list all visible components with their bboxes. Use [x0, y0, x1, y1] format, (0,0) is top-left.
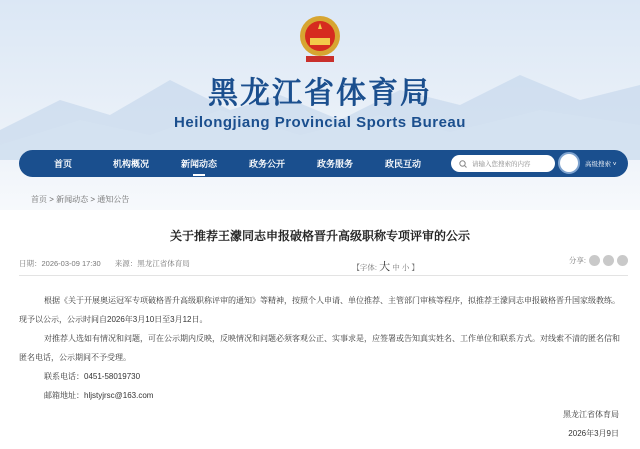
- site-subtitle: Heilongjiang Provincial Sports Bureau: [174, 114, 466, 131]
- article-source: 来源：黑龙江省体育局: [114, 259, 190, 268]
- font-label-end: 】: [411, 263, 419, 272]
- font-small-button[interactable]: 小: [401, 263, 410, 272]
- emblem-badge-icon: [558, 152, 580, 174]
- breadcrumb-sep: >: [88, 195, 98, 204]
- breadcrumb-home[interactable]: 首页: [31, 195, 47, 204]
- article-title: 关于推荐王濛同志申报破格晋升高级职称专项评审的公示: [169, 229, 470, 243]
- search-placeholder: 请输入您搜索的内容: [472, 161, 531, 168]
- font-size-control: [352, 258, 418, 274]
- site-title: 黑龙江省体育局: [208, 77, 432, 110]
- article-body: [19, 291, 627, 443]
- font-medium-button[interactable]: 中: [392, 263, 400, 272]
- contact-phone: 联系电话：0451-58019730: [44, 372, 141, 381]
- nav-news[interactable]: 新闻动态: [165, 157, 233, 170]
- contact-email: 邮箱地址：hljstyjrsc@163.com: [44, 391, 154, 400]
- font-large-button[interactable]: 大: [379, 261, 391, 273]
- breadcrumb-news[interactable]: 新闻动态: [56, 195, 89, 204]
- paragraph: 根据《关于开展奥运冠军专项破格晋升高级职称评审的通知》等精神，按照个人申请、单位推荐、主管部门审核等程序，拟推荐王濛同志申报破格晋升国家级教练。现予以公示，公示时间自2026年3月10日至3月12日。: [19, 296, 620, 324]
- nav-interaction[interactable]: 政民互动: [384, 159, 421, 169]
- breadcrumb-notice[interactable]: 通知公告: [97, 195, 130, 204]
- article-meta-left: [19, 258, 352, 269]
- article-date: 日期：2026-03-09 17:30: [19, 259, 101, 268]
- breadcrumb: [31, 194, 129, 205]
- article-meta: [19, 258, 628, 276]
- breadcrumb-sep: >: [47, 195, 57, 204]
- search-icon: [459, 160, 467, 168]
- share-weibo-icon[interactable]: [603, 255, 614, 266]
- nav-home[interactable]: 首页: [53, 159, 72, 169]
- signature-date: 2026年3月9日: [568, 429, 619, 438]
- main-nav: [19, 150, 628, 177]
- nav-gov-info[interactable]: 政务公开: [248, 159, 285, 169]
- share-qq-icon[interactable]: [617, 255, 628, 266]
- share-wechat-icon[interactable]: [589, 255, 600, 266]
- share-label: 分享:: [568, 256, 586, 265]
- search-input[interactable]: [451, 155, 555, 172]
- nav-gov-service[interactable]: 政务服务: [316, 159, 353, 169]
- font-label: 【字体:: [352, 263, 378, 272]
- share-bar: [569, 255, 628, 266]
- signature: 黑龙江省体育局: [563, 410, 619, 419]
- national-emblem-icon: [298, 14, 342, 64]
- nav-about[interactable]: 机构概况: [112, 159, 149, 169]
- advanced-search-button[interactable]: 高级搜索 ˅: [585, 161, 617, 168]
- header-banner: [0, 0, 640, 210]
- paragraph: 对推荐人选如有情况和问题，可在公示期内反映，反映情况和问题必须客观公正、实事求是，应签署或告知真实姓名、工作单位和联系方式。对线索不清的匿名信和匿名电话，公示期间不予受理。: [19, 334, 620, 362]
